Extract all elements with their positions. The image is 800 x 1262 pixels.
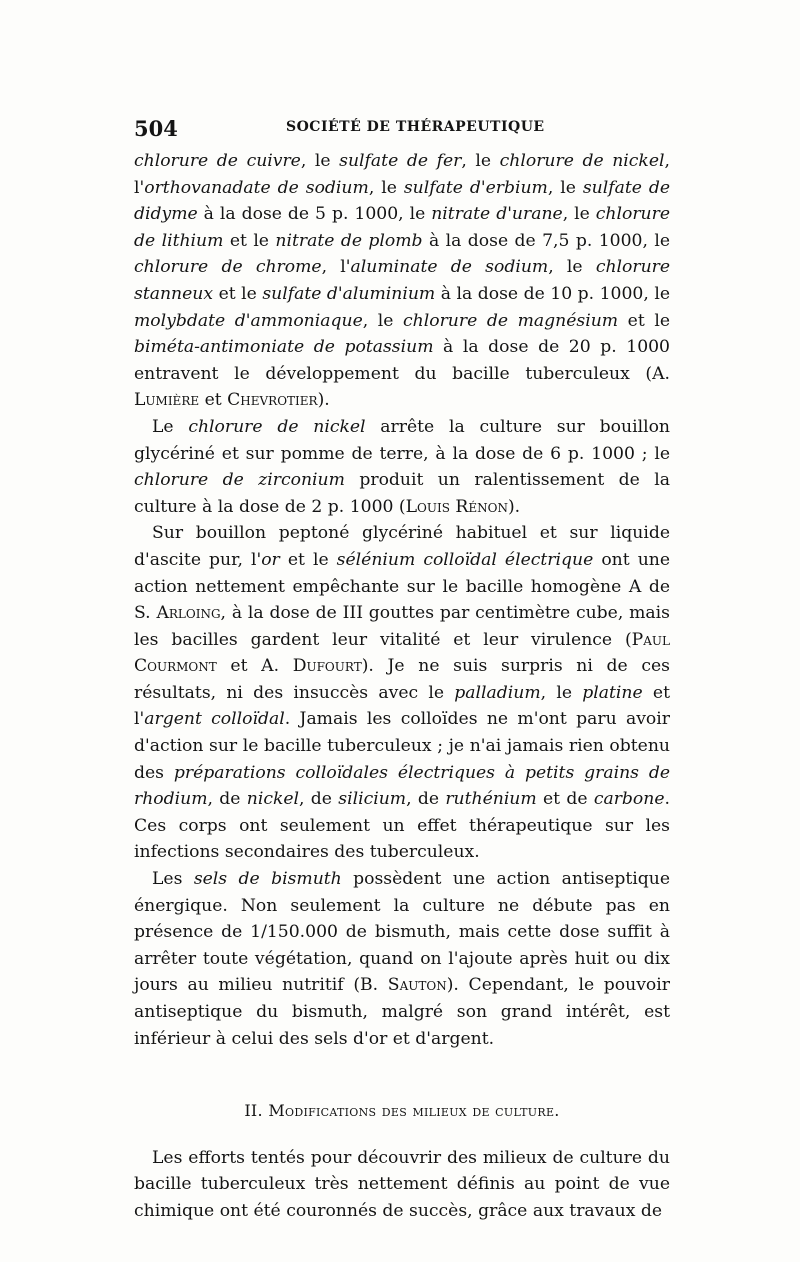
paragraph-1: chlorure de cuivre, le sulfate de fer, le chlorure de nickel, l'orthovanadate de sodium, le sulfate d'erbium, le sulfate de didyme à la dose de 5 p. 1000, le nitrate d'urane, le chlorure de lithium et le nitrate de plomb à la dose de 7,5 p. 1000, le chlorure de chrome, l'aluminate de sodium, le chlorure stanneux et le sulfate d'aluminium à la dose de 10 p. 1000, le molybdate d'ammoniaque, le chlorure de magnésium et le biméta-antimoniate de potassium à la dose de 20 p. 1000 entravent le développement du bacille tuberculeux (A. Lumière et Chevrotier). (134, 151, 671, 411)
paragraph-4: Les sels de bismuth possèdent une action antiseptique énergique. Non seulement la culture ne débute pas en présence de 1/150.000 de bismuth, mais cette dose suffit à arrêter toute végétation, quand on l'ajoute après huit ou dix jours au milieu nutritif (B. Sauton). Cependant, le pouvoir antiseptique du bismuth, malgré son grand intérêt, est inférieur à celui des sels d'or et d'argent. (134, 869, 670, 1049)
paragraph-3: Sur bouillon peptoné glycériné habituel et sur liquide d'ascite pur, l'or et le sélénium colloïdal électrique ont une action nettement empêchante sur le bacille homogène A de S. Arloing, à la dose de III gouttes par centimètre cube, mais les bacilles gardent leur vitalité et leur virulence (Paul Courmont et A. Dufourt). Je ne suis surpris ni de ces résultats, ni des insuccès avec le palladium, le platine et l'argent colloïdal. Jamais les colloïdes ne m'ont paru avoir d'action sur le bacille tuberculeux ; je n'ai jamais rien obtenu des préparations colloïdales électriques à petits grains de rhodium, de nickel, de silicium, de ruthénium et de carbone. Ces corps ont seulement un effet thérapeutique sur les infections secondaires des tuberculeux. (134, 523, 671, 863)
running-title: SOCIÉTÉ DE THÉRAPEUTIQUE (286, 119, 545, 135)
page-number: 504 (134, 116, 178, 141)
body-text (134, 148, 670, 1225)
section-heading: II. Modifications des milieux de culture. (244, 1101, 560, 1121)
paragraph-2: Le chlorure de nickel arrête la culture sur bouillon glycériné et sur pomme de terre, à la dose de 6 p. 1000 ; le chlorure de zirconium produit un ralentissement de la culture à la dose de 2 p. 1000 (Louis Rénon). (134, 416, 670, 517)
running-header (134, 116, 670, 140)
paragraph-5: Les efforts tentés pour découvrir des milieux de culture du bacille tuberculeux très nettement définis au point de vue chimique ont été couronnés de succès, grâce aux travaux de (134, 1147, 670, 1221)
